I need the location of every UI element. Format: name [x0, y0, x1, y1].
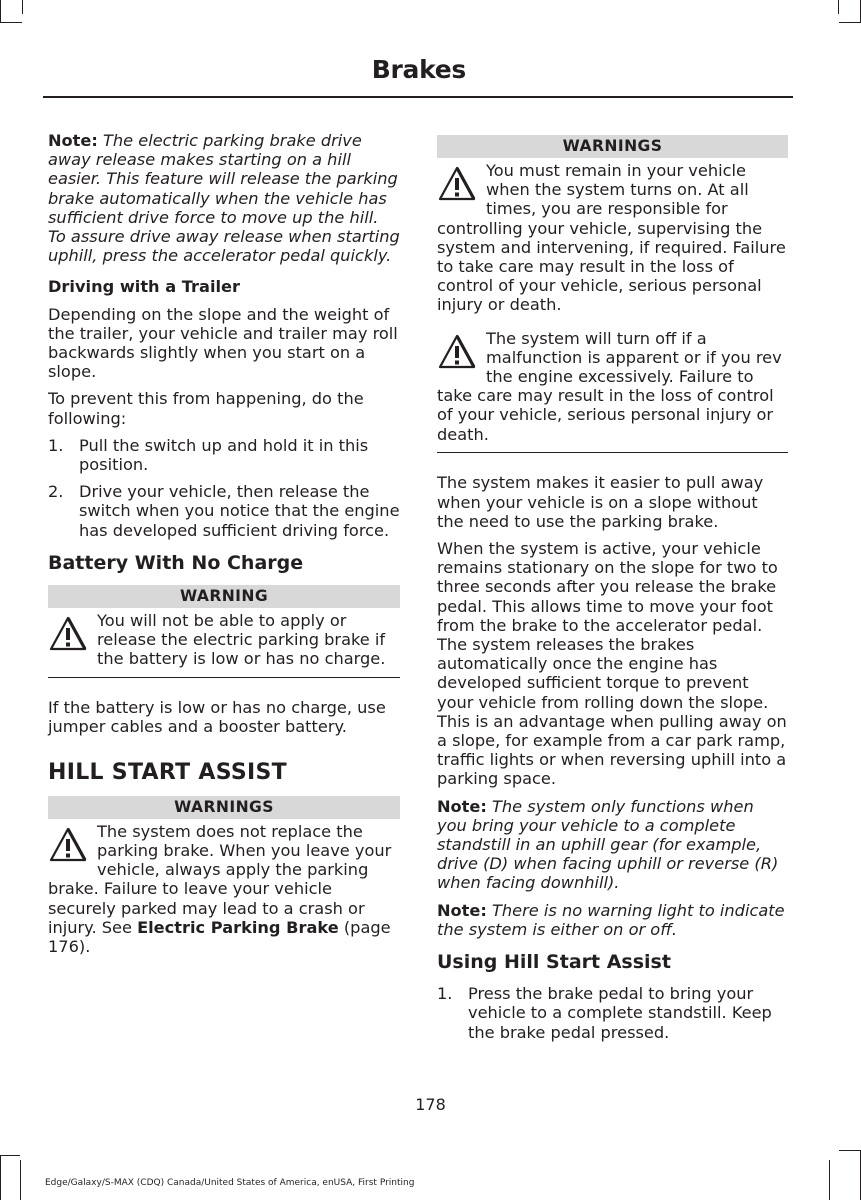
- warning-item: You must remain in your vehicle when the system turns on. At all times, you are responsible for controlling your vehicle, supervising the system and intervening, if required. Failure to take care may result in the loss of control of your vehicle, serious personal injury or death.: [437, 161, 786, 315]
- trailer-paragraph: To prevent this from happening, do the following:: [48, 389, 364, 428]
- warning-header: WARNING: [48, 585, 400, 608]
- list-item: 1. Press the brake pedal to bring your vehicle to a complete standstill. Keep the brake pedal pressed.: [437, 984, 772, 1042]
- crop-mark: [0, 1155, 20, 1156]
- hsa-heading: HILL START ASSIST: [48, 759, 287, 785]
- page-title: Brakes: [371, 55, 466, 84]
- hsa-paragraph: The system makes it easier to pull away when your vehicle is on a slope without the need to use the parking brake.: [437, 473, 764, 531]
- warning-triangle-icon: [437, 165, 477, 205]
- note-drive-away: Note: The electric parking brake drive away release makes starting on a hill easier. This feature will release the parking brake automatically when the vehicle has sufficient drive force to move up the hill. To assure drive away release when starting uphill, press the accelerator pedal quickly.: [48, 131, 400, 266]
- using-hsa-steps: [437, 984, 788, 1042]
- page-number: 178: [415, 1095, 446, 1114]
- note-uphill-gear: Note: The system only functions when you bring your vehicle to a complete standstill in an uphill gear (for example, drive (D) when facing uphill or reverse (R) when facing downhill).: [437, 796, 779, 893]
- crop-mark: [0, 0, 1, 22]
- footer-text: Edge/Galaxy/S-MAX (CDQ) Canada/United States of America, enUSA, First Printing: [45, 1178, 415, 1188]
- crop-mark: [0, 22, 22, 23]
- hsa-paragraph: When the system is active, your vehicle remains stationary on the slope for two to three seconds after you release the brake pedal. This allows time to move your foot from the brake to the accelerator pedal. The system releases the brakes automatically once the engine has developed sufficient torque to prevent your vehicle from rolling down the slope. This is an advantage when pulling away on a slope, for example from a car park ramp, traffic lights or when reversing uphill into a parking space.: [437, 538, 787, 789]
- warning-triangle-icon: [48, 615, 88, 655]
- list-item: 1. Pull the switch up and hold it in this position.: [48, 435, 369, 475]
- electric-parking-brake-link[interactable]: Electric Parking Brake: [137, 917, 339, 937]
- warning-header: WARNINGS: [48, 796, 400, 819]
- crop-mark: [838, 0, 839, 14]
- warning-header: WARNINGS: [437, 135, 788, 158]
- crop-mark: [22, 0, 23, 14]
- warning-divider: [48, 677, 400, 679]
- crop-mark: [839, 22, 861, 23]
- battery-heading: Battery With No Charge: [48, 551, 304, 574]
- crop-mark: [829, 1160, 830, 1200]
- note-warning-light: Note: There is no warning light to indicate the system is either on or off.: [437, 900, 785, 939]
- using-hsa-heading: Using Hill Start Assist: [437, 951, 671, 974]
- header-divider: [43, 96, 793, 98]
- warning-divider: [437, 452, 788, 454]
- battery-paragraph: If the battery is low or has no charge, use jumper cables and a booster battery.: [48, 698, 386, 737]
- left-column: [48, 131, 400, 966]
- list-item: 2. Drive your vehicle, then release the switch when you notice that the engine has developed sufficient driving force.: [48, 482, 400, 540]
- trailer-heading: Driving with a Trailer: [48, 277, 241, 297]
- crop-mark: [20, 1160, 21, 1200]
- crop-mark: [0, 1155, 1, 1200]
- warning-item: The system will turn off if a malfunction is apparent or if you rev the engine excessively. Failure to take care may result in the loss of control of your vehicle, serious personal injury or death.: [437, 328, 782, 444]
- trailer-paragraph: Depending on the slope and the weight of the trailer, your vehicle and trailer may roll backwards slightly when you start on a slope.: [48, 304, 398, 382]
- warning-triangle-icon: [437, 333, 477, 373]
- trailer-steps: [48, 436, 400, 540]
- right-column: [437, 135, 788, 1050]
- warning-item: You will not be able to apply or release the electric parking brake if the battery is low or has no charge.: [48, 611, 400, 669]
- crop-mark: [839, 1150, 861, 1151]
- warning-item: The system does not replace the parking brake. When you leave your vehicle, always apply the parking brake. Failure to leave your vehicle securely parked may lead to a crash or injury. See Electric Parking Brake (page 176).: [48, 821, 392, 956]
- warning-triangle-icon: [48, 826, 88, 866]
